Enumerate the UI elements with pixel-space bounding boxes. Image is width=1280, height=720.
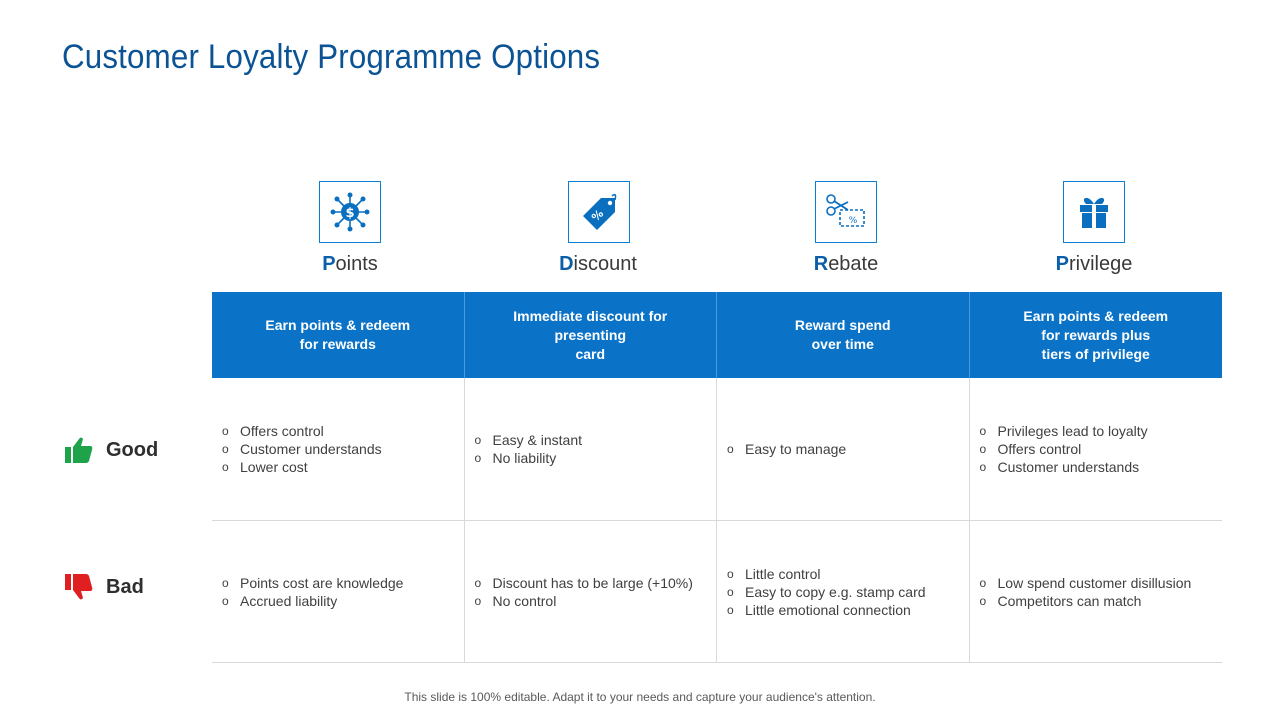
bad-cell-rebate: [717, 521, 970, 662]
price-tag-percent-icon: [577, 190, 621, 234]
footer-note: This slide is 100% editable. Adapt it to your needs and capture your audience's attention.: [404, 690, 876, 704]
header-cell-points: Earn points & redeem for rewards: [212, 292, 465, 378]
header-cell-rebate: Reward spend over time: [717, 292, 970, 378]
bad-cell-privilege: [970, 521, 1223, 662]
list-item: o Competitors can match: [980, 592, 1192, 610]
gift-icon: [1072, 190, 1116, 234]
page-title: Customer Loyalty Programme Options: [62, 38, 601, 76]
list-item: o Little emotional connection: [727, 601, 926, 619]
bad-cell-discount: [465, 521, 718, 662]
list-item: o Discount has to be large (+10%): [475, 574, 693, 592]
row-label-good: [64, 436, 158, 464]
list-item: o No control: [475, 592, 693, 610]
list-item: o Privileges lead to loyalty: [980, 422, 1148, 440]
scissors-coupon-icon: [824, 190, 868, 234]
dollar-network-icon: [328, 190, 372, 234]
list-item: o Easy to copy e.g. stamp card: [727, 583, 926, 601]
column-name-privilege: Privilege: [1055, 253, 1133, 275]
list-item: o Customer understands: [980, 458, 1148, 476]
thumbs-down-icon: [64, 572, 94, 602]
row-label-bad-text: Bad: [106, 575, 144, 598]
header-band: [212, 292, 1222, 378]
list-item: o Offers control: [980, 440, 1148, 458]
list-item: o Lower cost: [222, 458, 382, 476]
list-item: o Accrued liability: [222, 592, 403, 610]
rebate-icon-box: [815, 181, 877, 243]
svg-text:%: %: [848, 216, 858, 226]
discount-icon-box: [568, 181, 630, 243]
column-name-rebate: Rebate: [813, 253, 879, 275]
list-item: o Customer understands: [222, 440, 382, 458]
good-cell-privilege: [970, 378, 1223, 520]
good-cell-points: [212, 378, 465, 520]
list-item: o Little control: [727, 565, 926, 583]
bad-cell-points: [212, 521, 465, 662]
column-name-discount: Discount: [559, 253, 637, 275]
good-row: [212, 378, 1222, 521]
list-item: o No liability: [475, 449, 583, 467]
header-cell-privilege: Earn points & redeem for rewards plus tiers of privilege: [1023, 307, 1169, 362]
row-label-bad: [64, 572, 144, 602]
header-cell-discount: Immediate discount for presenting card: [465, 292, 718, 378]
list-item: o Points cost are knowledge: [222, 574, 403, 592]
list-item: o Easy to manage: [727, 440, 846, 458]
svg-text:$: $: [345, 206, 355, 221]
thumbs-up-icon: [64, 436, 94, 464]
list-item: o Easy & instant: [475, 431, 583, 449]
svg-text:%: %: [589, 207, 607, 225]
list-item: o Low spend customer disillusion: [980, 574, 1192, 592]
good-cell-discount: [465, 378, 718, 520]
row-label-good-text: Good: [106, 438, 159, 461]
column-name-points: Points: [322, 253, 378, 275]
good-cell-rebate: [717, 378, 970, 520]
list-item: o Offers control: [222, 422, 382, 440]
points-icon-box: [319, 181, 381, 243]
privilege-icon-box: [1063, 181, 1125, 243]
bad-row: [212, 521, 1222, 663]
